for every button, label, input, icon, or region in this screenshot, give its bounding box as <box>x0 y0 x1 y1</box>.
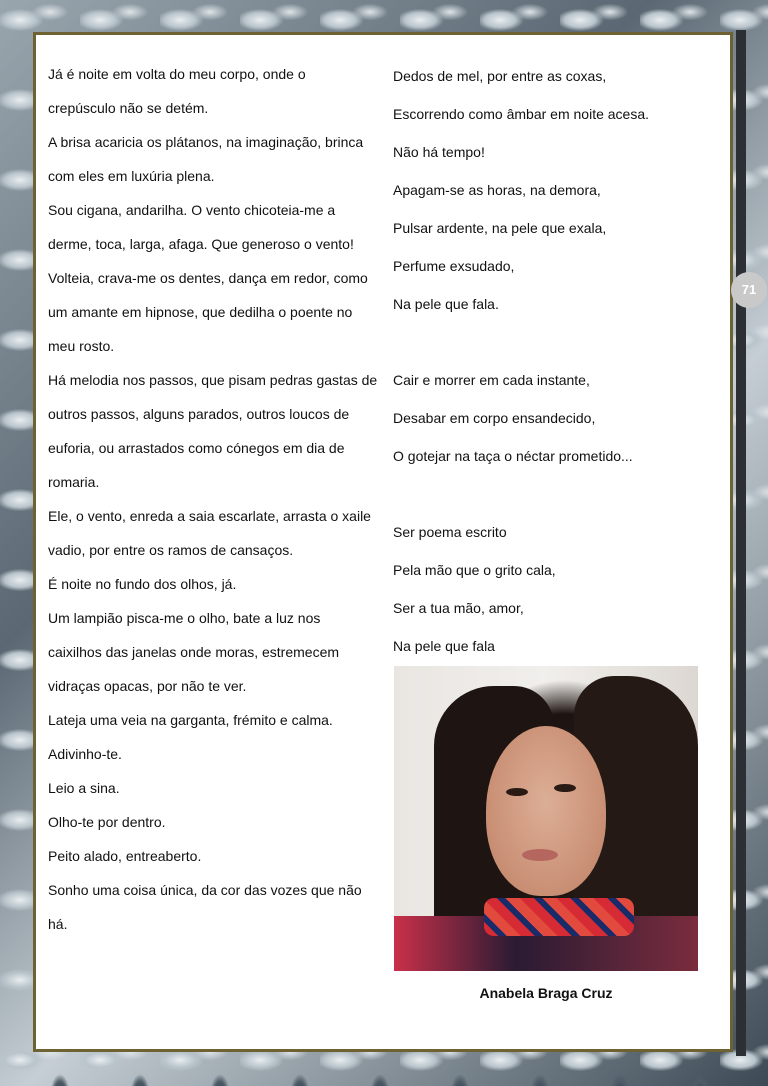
poem-line: outros passos, alguns parados, outros loucos de <box>48 406 350 422</box>
poem-line: Na pele que fala. <box>393 296 499 312</box>
page <box>33 32 733 1052</box>
poem-line: Cair e morrer em cada instante, <box>393 372 590 388</box>
poem-line: euforia, ou arrastados como cónegos em dia de <box>48 440 345 456</box>
poem-line: Pulsar ardente, na pele que exala, <box>393 220 607 236</box>
poem-line: meu rosto. <box>48 338 115 354</box>
poem-line: Pela mão que o grito cala, <box>393 562 556 578</box>
page-shadow <box>736 30 746 1056</box>
poem-line: Olho-te por dentro. <box>48 814 166 830</box>
poem-line: É noite no fundo dos olhos, já. <box>48 576 237 592</box>
poem-line: há. <box>48 916 68 932</box>
author-name: Anabela Braga Cruz <box>479 985 613 1001</box>
poem-line: Adivinho-te. <box>48 746 122 762</box>
poem-line: Leio a sina. <box>48 780 120 796</box>
poem-line: Desabar em corpo ensandecido, <box>393 410 596 426</box>
poem-line: com eles em luxúria plena. <box>48 168 215 184</box>
poem-line: Lateja uma veia na garganta, frémito e calma. <box>48 712 333 728</box>
poem-line: vadio, por entre os ramos de cansaços. <box>48 542 294 558</box>
poem-line: crepúsculo não se detém. <box>48 100 209 116</box>
poem-line: Perfume exsudado, <box>393 258 515 274</box>
poem-line: Na pele que fala <box>393 638 495 654</box>
poem-line: Apagam-se as horas, na demora, <box>393 182 601 198</box>
poem-line: Um lampião pisca-me o olho, bate a luz nos <box>48 610 321 626</box>
poem-right-column <box>393 35 713 665</box>
poem-line: Ele, o vento, enreda a saia escarlate, arrasta o xaile <box>48 508 371 524</box>
poem-line: Sou cigana, andarilha. O vento chicoteia-me a <box>48 202 336 218</box>
poem-line: Volteia, crava-me os dentes, dança em redor, como <box>48 270 368 286</box>
poem-line: A brisa acaricia os plátanos, na imaginação, brinca <box>48 134 364 150</box>
poem-line: vidraças opacas, por não te ver. <box>48 678 247 694</box>
poem-line: caixilhos das janelas onde moras, estremecem <box>48 644 340 660</box>
stanza-break <box>393 323 713 361</box>
poem-line: O gotejar na taça o néctar prometido... <box>393 448 633 464</box>
author-photo <box>394 666 698 971</box>
poem-line: Não há tempo! <box>393 144 485 160</box>
poem-line: Escorrendo como âmbar em noite acesa. <box>393 106 650 122</box>
poem-line: Dedos de mel, por entre as coxas, <box>393 68 607 84</box>
poem-line: um amante em hipnose, que dedilha o poente no <box>48 304 353 320</box>
poem-line: Já é noite em volta do meu corpo, onde o <box>48 66 306 82</box>
poem-line: derme, toca, larga, afaga. Que generoso o vento! <box>48 236 354 252</box>
stanza-break <box>393 475 713 513</box>
poem-left-column <box>48 35 378 941</box>
poem-line: Ser poema escrito <box>393 524 507 540</box>
poem-line: Sonho uma coisa única, da cor das vozes que não <box>48 882 362 898</box>
poem-line: Ser a tua mão, amor, <box>393 600 524 616</box>
poem-line: Há melodia nos passos, que pisam pedras gastas de <box>48 372 378 388</box>
poem-line: romaria. <box>48 474 100 490</box>
page-number: 71 <box>731 272 767 308</box>
poem-line: Peito alado, entreaberto. <box>48 848 202 864</box>
